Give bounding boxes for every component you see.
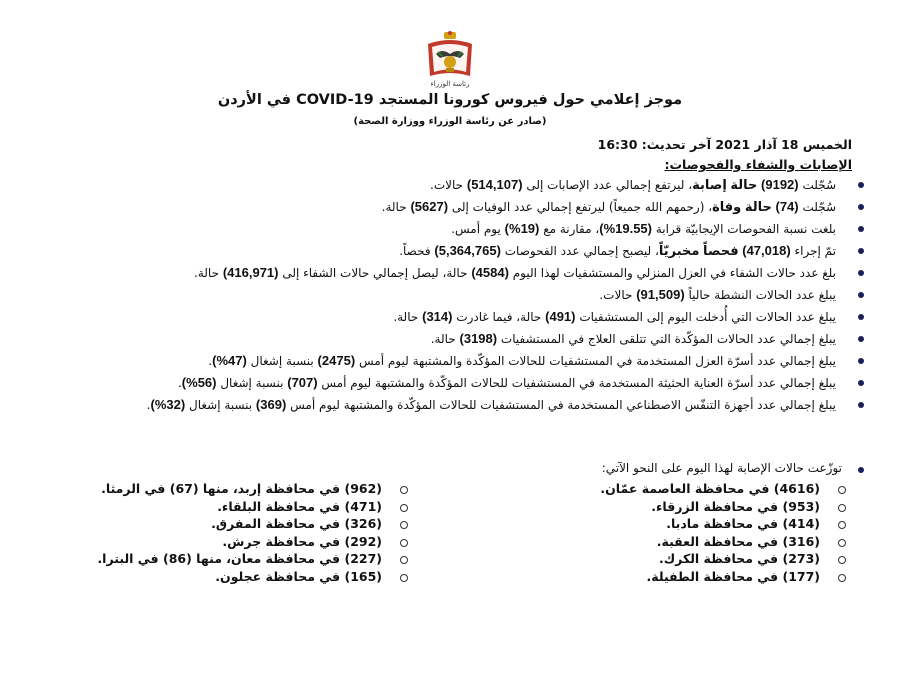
text: (414) في محافظة مادبا. (666, 516, 820, 531)
text: (471) في محافظة البلقاء. (217, 498, 382, 514)
circle-bullet-icon (400, 486, 408, 494)
circle-bullet-icon (400, 539, 408, 547)
circle-bullet-icon (838, 486, 846, 494)
text: حالة. (194, 266, 223, 280)
bullet-icon (858, 182, 864, 188)
circle-bullet-icon (400, 574, 408, 582)
text: . (177, 376, 182, 390)
text: . (208, 354, 213, 368)
circle-bullet-icon (838, 539, 846, 547)
governorate-item (600, 515, 848, 533)
value: (19.55%) (599, 221, 653, 236)
value: (3198) (459, 331, 498, 346)
value: (314) (422, 309, 453, 324)
text: يبلغ إجمالي عدد الحالات المؤكّدة التي تتلقى العلاج في المستشفيات (497, 332, 836, 346)
value: (47%) (212, 353, 247, 368)
value: (91,509) (636, 287, 685, 302)
governorate-item (600, 498, 848, 516)
list-item (42, 176, 842, 194)
value: (2475) (317, 353, 356, 368)
value: (5627) (410, 199, 449, 214)
value: (19%) (504, 221, 540, 236)
text: (273) في محافظة الكرك. (658, 551, 820, 566)
value: (416,971) (222, 265, 279, 280)
list-item (42, 286, 842, 304)
governorate-item (97, 550, 410, 568)
text: (962) في محافظة إربد، منها (67) في الرمثا. (101, 481, 382, 496)
text: ، مقارنة مع (539, 222, 600, 236)
jordan-coat-of-arms-icon (420, 30, 480, 80)
text: . (146, 398, 151, 412)
page-subtitle: (صادر عن رئاسة الوزراء ووزارة الصحة) (353, 116, 547, 127)
text: يبلغ إجمالي عدد أسرّة العزل المستخدمة في المستشفيات للحالات المؤكّدة والمشتبهة ليوم أمس (355, 354, 836, 368)
list-item (42, 242, 842, 260)
governorate-item (600, 550, 848, 568)
bullet-icon (858, 402, 864, 408)
bullet-icon (858, 467, 864, 473)
list-item (42, 220, 842, 238)
text: يوم أمس. (451, 222, 505, 236)
text: فحصاً. (399, 244, 435, 258)
text: حالات. (430, 178, 467, 192)
text: ، ليصبح إجمالي عدد الفحوصات (500, 244, 659, 258)
page-title: موجز إعلامي حول فيروس كورونا المستجد COVID-19 في الأردن (217, 92, 683, 108)
list-item (42, 308, 842, 326)
text: بنسبة إشغال (216, 376, 288, 390)
bullet-icon (858, 204, 864, 210)
text: (227) في محافظة معان، منها (86) في البترا. (97, 551, 382, 566)
text: يبلغ إجمالي عدد أجهزة التنفّس الاصطناعي المستخدمة في المستشفيات للحالات المؤكّدة والمشتبهة ليوم أمس (286, 398, 836, 412)
circle-bullet-icon (400, 556, 408, 564)
value: (56%) (181, 375, 217, 390)
bullet-icon (858, 270, 864, 276)
governorate-item (97, 480, 410, 498)
text: (326) في محافظة المفرق. (211, 516, 382, 531)
text: (177) في محافظة الطفيلة. (646, 568, 820, 584)
circle-bullet-icon (838, 504, 846, 512)
text: يبلغ إجمالي عدد أسرّة العناية الحثيثة المستخدمة في المستشفيات للحالات المؤكّدة والمشتبهة ليوم أمس (317, 376, 836, 390)
text: (953) في محافظة الزرقاء. (651, 498, 820, 514)
text: حالات. (599, 288, 637, 302)
value: (4584) (471, 265, 509, 280)
value: (32%) (150, 397, 186, 412)
stats-list (42, 176, 870, 418)
text: حالة، ليصل إجمالي حالات الشفاء إلى (278, 266, 472, 280)
text: توزّعت حالات الإصابة لهذا اليوم على النحو الآتي: (601, 461, 842, 475)
circle-bullet-icon (838, 556, 846, 564)
list-item (42, 374, 842, 392)
text: (316) في محافظة العقبة. (656, 533, 820, 549)
list-item (42, 396, 842, 414)
text: (165) في محافظة عجلون. (215, 568, 382, 584)
text: حالة. (381, 200, 411, 214)
text: حالة، فيما غادرت (452, 310, 546, 324)
text: سُجّلت (798, 178, 836, 192)
list-item (42, 330, 842, 348)
value: (491) (545, 309, 576, 324)
bullet-icon (858, 248, 864, 254)
bullet-icon (858, 292, 864, 298)
circle-bullet-icon (838, 521, 846, 529)
value: (707) (287, 375, 318, 390)
governorate-item (97, 568, 410, 586)
value: (9192) حالة إصابة (692, 177, 799, 192)
text: تمّ إجراء (790, 244, 836, 258)
value: (514,107) (466, 177, 523, 192)
governorate-item (600, 568, 848, 586)
bullet-icon (858, 336, 864, 342)
bullet-icon (858, 380, 864, 386)
date-line: الخميس 18 آذار 2021 آخر تحديث: 16:30 (597, 137, 852, 152)
distribution-intro (602, 461, 842, 475)
text: بلغ عدد حالات الشفاء في العزل المنزلي والمستشفيات لهذا اليوم (508, 266, 836, 280)
text: بنسبة إشغال (246, 354, 318, 368)
value: (5,364,765) (434, 243, 501, 258)
text: سُجّلت (798, 200, 836, 214)
text: بنسبة إشغال (185, 398, 256, 412)
text: ، (رحمهم الله جميعاً) ليرتفع إجمالي عدد الوفيات إلى (448, 200, 713, 214)
value: (369) (255, 397, 287, 412)
text: (4616) في محافظة العاصمة عمّان. (600, 481, 820, 496)
bullet-icon (858, 226, 864, 232)
section-heading: الإصابات والشفاء والفحوصات: (664, 157, 852, 172)
text: (292) في محافظة جرش. (222, 533, 382, 549)
emblem-caption: رئاسة الوزراء (430, 80, 470, 88)
text: يبلغ عدد الحالات النشطة حالياً (684, 288, 836, 302)
governorate-item (97, 498, 410, 516)
value: (47,018) فحصاً مخبريّاً (658, 243, 791, 258)
text: ، ليرتفع إجمالي عدد الإصابات إلى (522, 178, 693, 192)
list-item (42, 352, 842, 370)
circle-bullet-icon (400, 504, 408, 512)
bullet-icon (858, 358, 864, 364)
governorate-item (600, 533, 848, 551)
text: يبلغ عدد الحالات التي أُدخلت اليوم إلى المستشفيات (575, 310, 836, 324)
governorate-item (97, 533, 410, 551)
governorate-item (97, 515, 410, 533)
list-item (42, 264, 842, 282)
list-item (42, 198, 842, 216)
text: بلغت نسبة الفحوصات الإيجابيّة قرابة (652, 222, 836, 236)
governorate-item (600, 480, 848, 498)
governorate-list-right (600, 480, 848, 585)
text: حالة. (430, 332, 460, 346)
text: حالة. (393, 310, 423, 324)
circle-bullet-icon (838, 574, 846, 582)
bullet-icon (858, 314, 864, 320)
governorate-list-left (97, 480, 410, 585)
circle-bullet-icon (400, 521, 408, 529)
value: (74) حالة وفاة (712, 199, 799, 214)
